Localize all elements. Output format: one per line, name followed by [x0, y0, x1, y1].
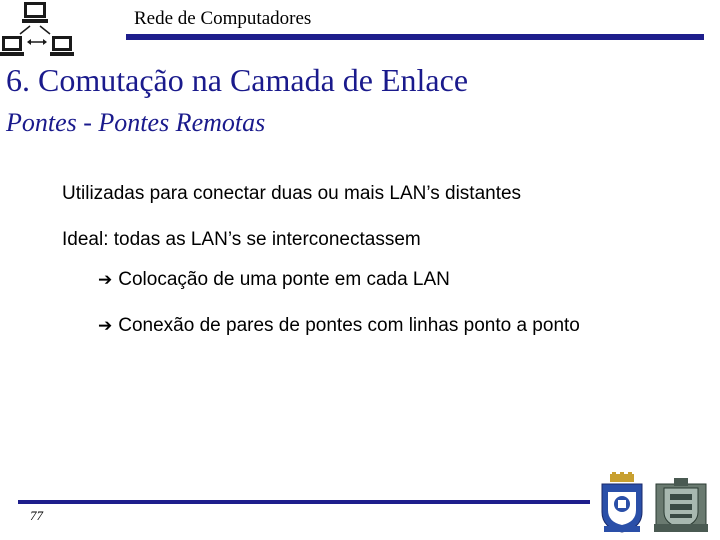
bullet-text: Ideal: todas as LAN’s se interconectassem	[62, 229, 421, 250]
bullet-item	[62, 182, 521, 205]
arrow-right-icon: ➔	[98, 316, 113, 335]
bullet-text: Conexão de pares de pontes com linhas ponto a ponto	[118, 315, 580, 336]
sub-bullet-item	[98, 314, 658, 337]
bullet-item	[62, 228, 421, 251]
page-number: 77	[30, 508, 43, 523]
sub-bullet-item	[98, 268, 450, 291]
network-computers-icon	[0, 0, 78, 66]
header-title: Rede de Computadores	[134, 8, 312, 29]
university-seal-icon	[596, 472, 648, 534]
department-seal-icon	[654, 478, 708, 534]
header-divider	[126, 34, 704, 40]
slide-title: 6. Comutação na Camada de Enlace	[6, 62, 469, 98]
bullet-text: Utilizadas para conectar duas ou mais LAN’s distantes	[62, 183, 522, 204]
bullet-text: Colocação de uma ponte em cada LAN	[118, 269, 450, 290]
arrow-right-icon: ➔	[98, 270, 113, 289]
slide-subtitle: Pontes - Pontes Remotas	[6, 108, 266, 137]
footer-divider	[18, 500, 590, 504]
